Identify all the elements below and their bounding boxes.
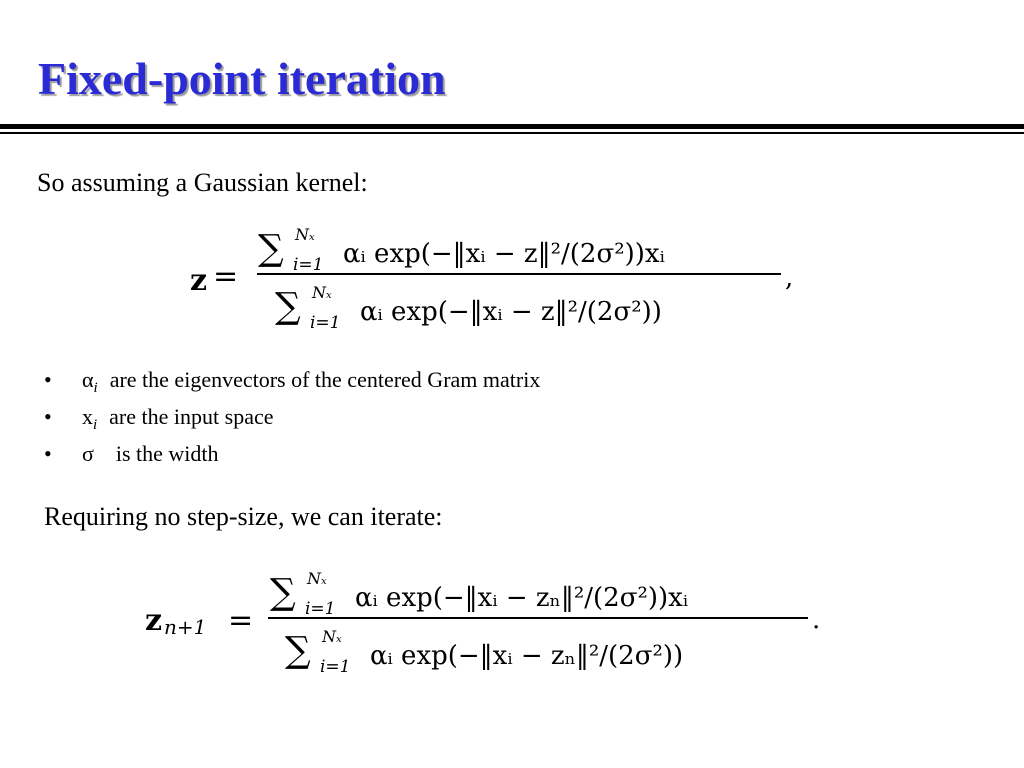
eq1-numerator: αᵢ exp(−‖xᵢ − z‖²/(2σ²))xᵢ <box>343 239 665 269</box>
slide-title: Fixed-point iteration <box>38 53 446 104</box>
eq1-num-lower: i=1 <box>293 255 324 275</box>
title-divider-thick <box>0 124 1024 129</box>
bullet-dot: • <box>44 441 52 466</box>
fixed-point-update-equation <box>140 560 840 680</box>
eq1-num-upper: Nₓ <box>295 225 315 244</box>
svg-text:=: = <box>228 603 254 638</box>
eq2-lhs: z <box>145 603 163 638</box>
eq2-num-lower: i=1 <box>305 599 336 619</box>
eq1-denominator: αᵢ exp(−‖xᵢ − z‖²/(2σ²)) <box>360 297 662 327</box>
eq1-trailing: , <box>785 263 794 293</box>
eq1-num-sigma: ∑ <box>258 228 284 269</box>
eq1-den-lower: i=1 <box>310 313 341 333</box>
bullet-text: are the input space <box>109 404 274 429</box>
eq2-den-upper: Nₓ <box>322 627 342 646</box>
eq2-num-upper: Nₓ <box>307 569 327 588</box>
svg-text:=: = <box>213 259 239 294</box>
bullet-item <box>44 439 540 476</box>
eq2-lhs-subscript: n+1 <box>164 615 207 639</box>
bullet-dot: • <box>44 404 52 429</box>
bullet-subscript: i <box>93 417 98 433</box>
bullet-symbol: α <box>82 367 94 392</box>
iterate-text: Requiring no step-size, we can iterate: <box>44 502 443 531</box>
definitions-list <box>44 365 540 476</box>
eq2-den-sigma: ∑ <box>285 630 311 671</box>
eq2-trailing: . <box>812 605 821 635</box>
bullet-text: are the eigenvectors of the centered Gram matrix <box>109 367 541 392</box>
title-divider-thin <box>0 132 1024 134</box>
eq1-den-sigma: ∑ <box>275 286 301 327</box>
eq2-denominator: αᵢ exp(−‖xᵢ − zₙ‖²/(2σ²)) <box>370 641 684 671</box>
bullet-subscript: i <box>93 380 98 396</box>
bullet-item <box>44 402 540 439</box>
bullet-item <box>44 365 540 402</box>
bullet-symbol: σ <box>82 441 94 466</box>
eq1-lhs: z <box>190 263 208 298</box>
eq2-num-sigma: ∑ <box>270 572 296 613</box>
eq2-den-lower: i=1 <box>320 657 351 677</box>
gaussian-kernel-equation <box>185 218 825 338</box>
bullet-text: is the width <box>115 441 219 466</box>
eq2-numerator: αᵢ exp(−‖xᵢ − zₙ‖²/(2σ²))xᵢ <box>355 583 689 613</box>
eq1-den-upper: Nₓ <box>312 283 332 302</box>
bullet-dot: • <box>44 367 52 392</box>
bullet-symbol: x <box>82 404 93 429</box>
intro-text: So assuming a Gaussian kernel: <box>37 168 368 197</box>
